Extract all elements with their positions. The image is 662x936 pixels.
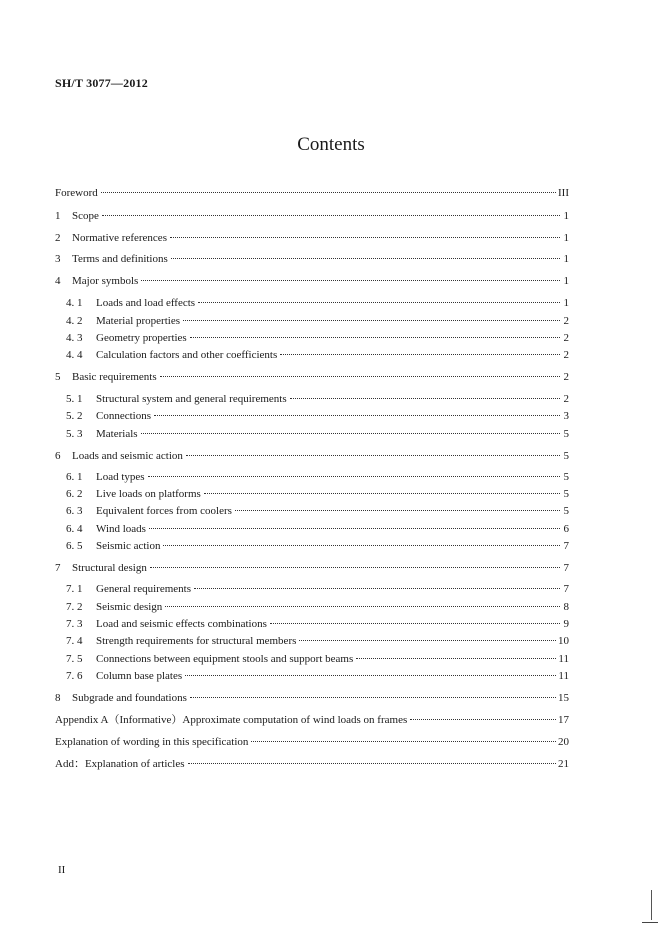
toc-entry (55, 756, 569, 772)
toc-entry-label: Structural system and general requirements (96, 393, 287, 405)
toc-entry-number: 7. 4 (66, 635, 83, 647)
toc-entry-label: Structural design (72, 562, 147, 574)
dot-leader (270, 623, 560, 624)
toc-entry (66, 581, 569, 597)
dot-leader (101, 192, 556, 193)
toc-entry-number: 4 (55, 275, 61, 287)
toc-entry (66, 521, 569, 537)
toc-entry-page: 2 (563, 371, 569, 383)
dot-leader (154, 415, 560, 416)
toc-entry-number: 7. 6 (66, 670, 83, 682)
toc-entry-number: 1 (55, 210, 61, 222)
toc-entry-number: 5. 2 (66, 410, 83, 422)
toc-entry-number: 7. 1 (66, 583, 83, 595)
toc-entry-label: Basic requirements (72, 371, 157, 383)
toc-entry-number: 6. 4 (66, 523, 83, 535)
dot-leader (185, 675, 556, 676)
toc-entry-page: 1 (563, 232, 569, 244)
toc-entry (66, 616, 569, 632)
toc-entry (66, 426, 569, 442)
toc-entry-label: Load and seismic effects combinations (96, 618, 267, 630)
toc-entry-number: 4. 2 (66, 315, 83, 327)
toc-entry (66, 503, 569, 519)
toc-entry-label: General requirements (96, 583, 191, 595)
toc-entry-page: 1 (563, 253, 569, 265)
toc-entry-label: Wind loads (96, 523, 146, 535)
toc-entry-label: Normative references (72, 232, 167, 244)
toc-entry (66, 347, 569, 363)
toc-entry-page: 1 (563, 275, 569, 287)
toc-entry-page: 7 (563, 562, 569, 574)
dot-leader (188, 763, 556, 764)
toc-entry-label: Add：Explanation of articles (55, 758, 185, 770)
dot-leader (171, 258, 560, 259)
dot-leader (150, 567, 560, 568)
toc-entry-label: Strength requirements for structural members (96, 635, 297, 647)
toc-entry (66, 295, 569, 311)
toc-entry-page: 7 (563, 540, 569, 552)
scan-edge-mark (642, 922, 658, 923)
toc-entry-page: 10 (558, 635, 569, 647)
toc-entry-page: 6 (563, 523, 569, 535)
toc-entry-page: 20 (558, 736, 569, 748)
toc-entry (55, 448, 569, 464)
toc-entry-page: 15 (558, 692, 569, 704)
toc-entry-page: 2 (563, 349, 569, 361)
dot-leader (235, 510, 560, 511)
toc-entry-page: 2 (563, 393, 569, 405)
toc-entry-number: 5 (55, 371, 61, 383)
toc-entry-page: 5 (563, 488, 569, 500)
toc-entry-page: 1 (563, 210, 569, 222)
toc-entry-number: 4. 3 (66, 332, 83, 344)
dot-leader (299, 640, 556, 641)
toc-entry-number: 6. 2 (66, 488, 83, 500)
toc-entry-label: Foreword (55, 187, 98, 199)
dot-leader (170, 237, 560, 238)
toc-entry-page: 2 (563, 315, 569, 327)
toc-entry (55, 690, 569, 706)
toc-entry-number: 5. 1 (66, 393, 83, 405)
dot-leader (186, 455, 560, 456)
toc-entry-number: 6. 1 (66, 471, 83, 483)
dot-leader (280, 354, 560, 355)
toc-entry (55, 734, 569, 750)
toc-entry-page: 3 (563, 410, 569, 422)
toc-entry (55, 712, 569, 728)
toc-entry-label: Equivalent forces from coolers (96, 505, 232, 517)
toc-entry-number: 7. 2 (66, 601, 83, 613)
toc-entry-label: Connections between equipment stools and support beams (96, 653, 354, 665)
toc-entry-label: Subgrade and foundations (72, 692, 187, 704)
toc-entry-number: 5. 3 (66, 428, 83, 440)
dot-leader (165, 606, 560, 607)
toc-entry-label: Calculation factors and other coefficients (96, 349, 278, 361)
toc-entry-number: 7 (55, 562, 61, 574)
toc-entry-label: Major symbols (72, 275, 139, 287)
dot-leader (141, 280, 560, 281)
toc-entry-page: 7 (563, 583, 569, 595)
toc-entry-label: Materials (96, 428, 138, 440)
toc-entry-number: 7. 5 (66, 653, 83, 665)
toc-entry-page: 5 (563, 428, 569, 440)
toc-entry (66, 408, 569, 424)
toc-entry (66, 313, 569, 329)
scan-edge-mark (651, 890, 652, 920)
dot-leader (290, 398, 560, 399)
dot-leader (183, 320, 560, 321)
toc-entry-number: 2 (55, 232, 61, 244)
toc-entry (66, 599, 569, 615)
toc-entry (66, 469, 569, 485)
toc-entry-number: 6. 3 (66, 505, 83, 517)
toc-entry (66, 668, 569, 684)
toc-entry-label: Column base plates (96, 670, 183, 682)
dot-leader (204, 493, 560, 494)
dot-leader (194, 588, 560, 589)
toc-entry-label: Live loads on platforms (96, 488, 201, 500)
toc-entry-number: 4. 1 (66, 297, 83, 309)
toc-entry-page: 11 (558, 653, 569, 665)
toc-entry-label: Loads and seismic action (72, 450, 183, 462)
toc-entry (66, 486, 569, 502)
toc-entry-label: Connections (96, 410, 151, 422)
toc-entry-label: Seismic design (96, 601, 163, 613)
toc-entry-number: 6 (55, 450, 61, 462)
toc-entry-label: Seismic action (96, 540, 161, 552)
toc-entry-label: Terms and definitions (72, 253, 168, 265)
dot-leader (410, 719, 556, 720)
toc-entry-page: III (558, 187, 569, 199)
dot-leader (160, 376, 560, 377)
page-number: II (58, 864, 66, 876)
toc-entry-page: 5 (563, 505, 569, 517)
toc-entry-label: Appendix A（Informative）Approximate computation of wind loads on frames (55, 714, 408, 726)
toc-entry-page: 1 (563, 297, 569, 309)
dot-leader (190, 697, 556, 698)
toc-entry-page: 21 (558, 758, 569, 770)
dot-leader (148, 476, 560, 477)
toc-entry (55, 560, 569, 576)
dot-leader (141, 433, 560, 434)
dot-leader (149, 528, 560, 529)
toc-entry (55, 251, 569, 267)
toc-entry-label: Scope (72, 210, 99, 222)
toc-entry-page: 5 (563, 450, 569, 462)
toc-entry-number: 7. 3 (66, 618, 83, 630)
toc-entry-label: Material properties (96, 315, 180, 327)
toc-entry (55, 273, 569, 289)
toc-entry (55, 185, 569, 201)
toc-entry-number: 3 (55, 253, 61, 265)
toc-entry (66, 633, 569, 649)
toc-entry-page: 11 (558, 670, 569, 682)
toc-entry-page: 2 (563, 332, 569, 344)
toc-entry (66, 651, 569, 667)
dot-leader (163, 545, 560, 546)
toc-entry-page: 17 (558, 714, 569, 726)
toc-entry-label: Loads and load effects (96, 297, 196, 309)
toc-entry-page: 9 (563, 618, 569, 630)
toc-entry-number: 8 (55, 692, 61, 704)
toc-entry-number: 4. 4 (66, 349, 83, 361)
toc-entry-label: Geometry properties (96, 332, 187, 344)
toc-entry (66, 330, 569, 346)
toc-entry (55, 230, 569, 246)
dot-leader (198, 302, 560, 303)
dot-leader (102, 215, 560, 216)
toc-entry-page: 5 (563, 471, 569, 483)
toc-entry (66, 538, 569, 554)
dot-leader (356, 658, 556, 659)
document-code: SH/T 3077—2012 (55, 76, 148, 90)
toc-entry (66, 391, 569, 407)
toc-entry (55, 208, 569, 224)
toc-entry-page: 8 (563, 601, 569, 613)
page-title: Contents (297, 134, 365, 155)
dot-leader (190, 337, 560, 338)
toc-entry-label: Load types (96, 471, 145, 483)
dot-leader (251, 741, 556, 742)
toc-entry (55, 369, 569, 385)
toc-entry-label: Explanation of wording in this specification (55, 736, 249, 748)
toc-entry-number: 6. 5 (66, 540, 83, 552)
